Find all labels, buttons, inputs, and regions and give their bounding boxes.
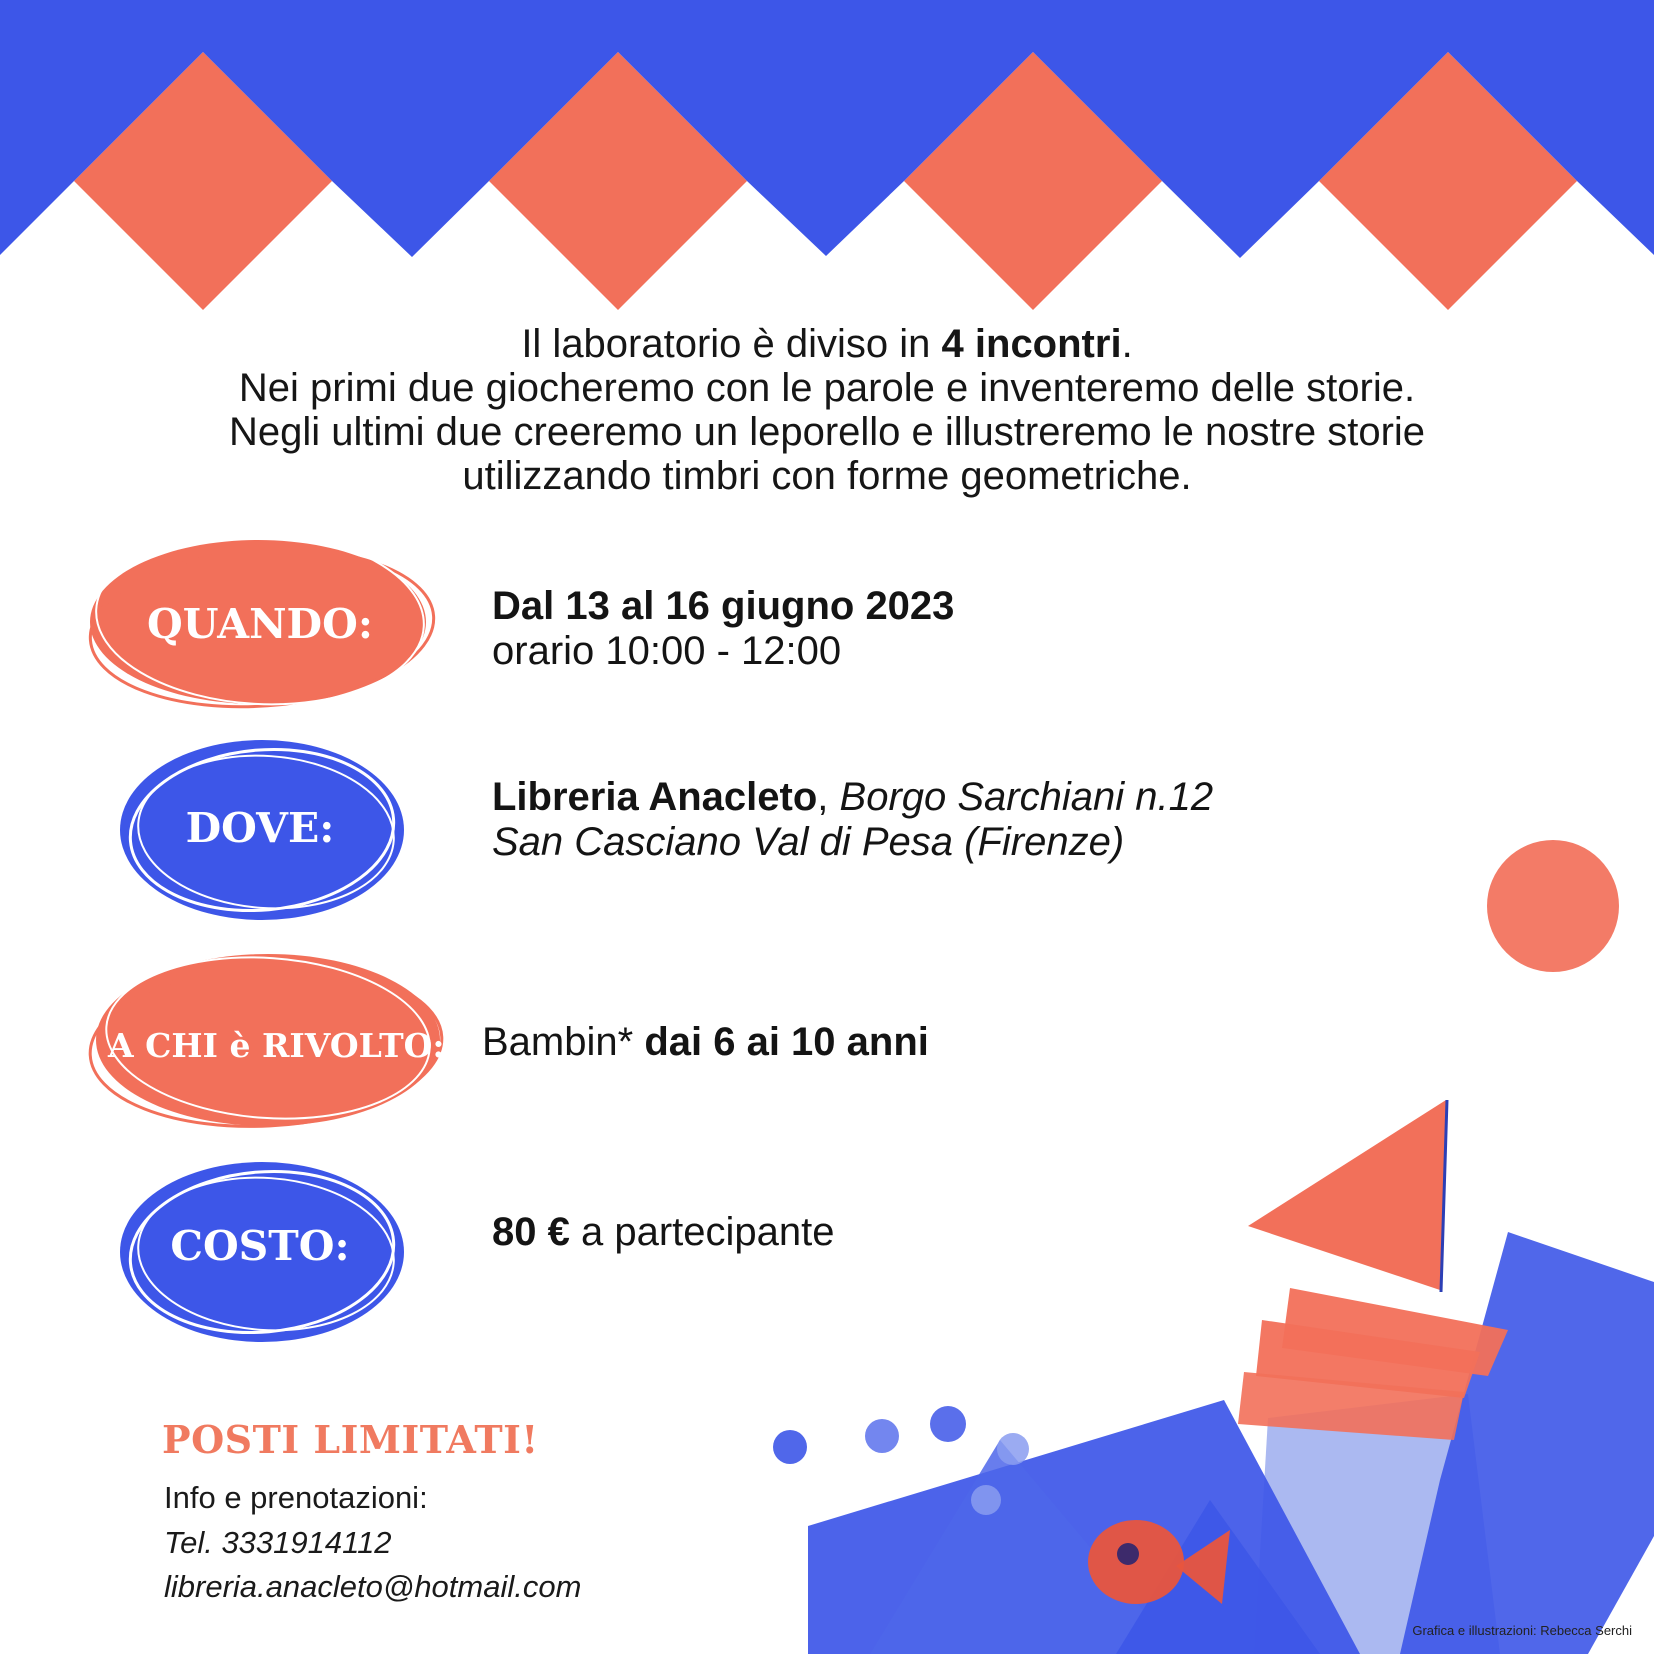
intro-line-4: utilizzando timbri con forme geometriche.	[462, 454, 1192, 498]
where-info: Libreria Anacleto, Borgo Sarchiani n.12 San Casciano Val di Pesa (Firenze)	[492, 775, 1214, 864]
phone-link[interactable]: Tel. 3331914112	[164, 1525, 392, 1560]
email-link[interactable]: libreria.anacleto@hotmail.com	[164, 1569, 582, 1604]
credit-text: Grafica e illustrazioni: Rebecca Serchi	[1412, 1623, 1632, 1638]
label-dove: DOVE:	[185, 804, 335, 852]
when-time: orario 10:00 - 12:00	[492, 629, 842, 673]
where-street: Borgo Sarchiani n.12	[839, 775, 1214, 819]
boat-illustration	[773, 1100, 1654, 1654]
label-quando: QUANDO:	[147, 600, 373, 648]
label-costo: COSTO:	[170, 1222, 350, 1270]
when-info	[492, 584, 954, 674]
intro-line-1: Il laboratorio è diviso in 4 incontri.	[521, 322, 1133, 366]
when-date: Dal 13 al 16 giugno 2023	[492, 584, 955, 628]
intro-line-3: Negli ultimi due creeremo un leporello e illustreremo le nostre storie	[228, 410, 1426, 454]
cost-amount: 80 €	[492, 1210, 570, 1254]
intro-line-2: Nei primi due giocheremo con le parole e inventeremo delle storie.	[238, 366, 1416, 410]
who-age: dai 6 ai 10 anni	[644, 1020, 929, 1064]
intro-paragraph	[100, 322, 1554, 498]
where-venue: Libreria Anacleto	[492, 775, 818, 819]
where-town: San Casciano Val di Pesa (Firenze)	[492, 820, 1125, 864]
posti-limitati: POSTI LIMITATI!	[162, 1417, 539, 1462]
label-a-chi: A CHI è RIVOLTO:	[108, 1026, 445, 1065]
who-info: Bambin* dai 6 ai 10 anni	[482, 1020, 929, 1064]
red-sun	[1487, 840, 1619, 972]
cost-info: 80 € a partecipante	[492, 1210, 835, 1254]
info-label: Info e prenotazioni:	[164, 1480, 428, 1515]
